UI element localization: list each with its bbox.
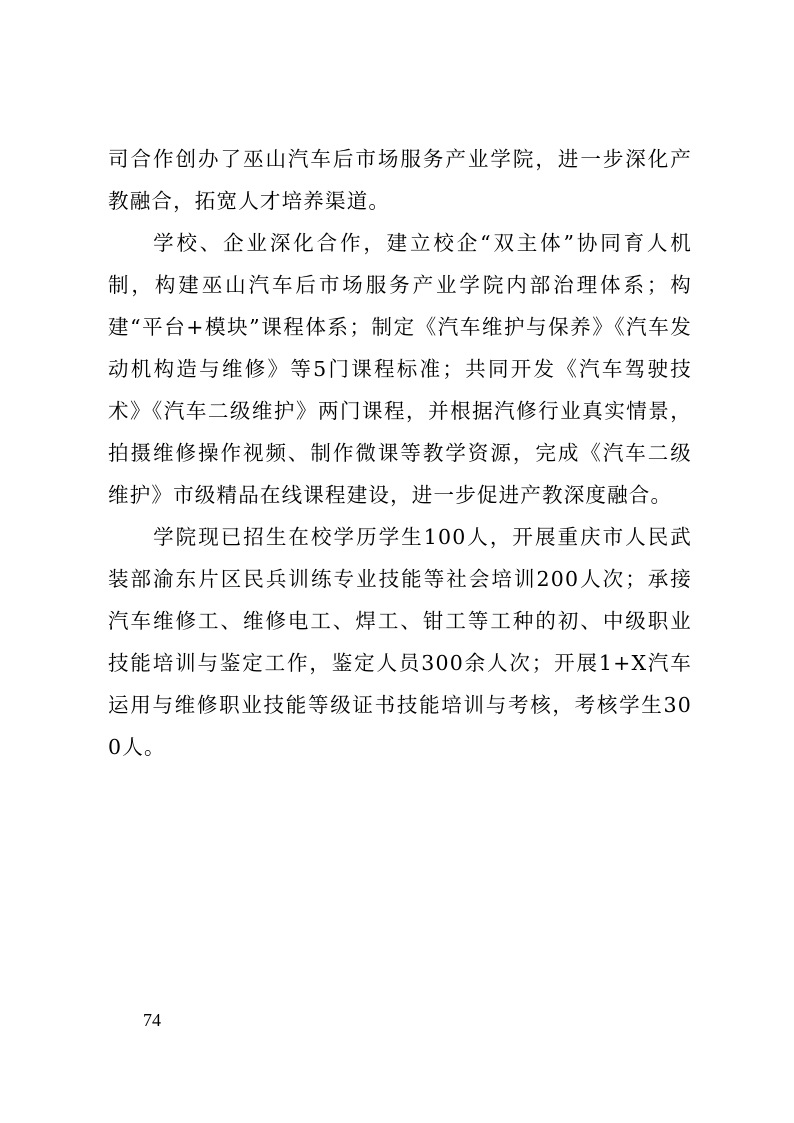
paragraph-enrollment-training: 学院现已招生在校学历学生100人，开展重庆市人民武装部渝东片区民兵训练专业技能等社会培训200人次；承接汽车维修工、维修电工、焊工、钳工等工种的初、中级职业技能培训与鉴定工作，鉴定人员300余人次；开展1+X汽车运用与维修职业技能等级证书技能培训与考核，考核学生300人。	[108, 525, 692, 759]
paragraph-continuation: 司合作创办了巫山汽车后市场服务产业学院，进一步深化产教融合，拓宽人才培养渠道。	[108, 147, 692, 213]
paragraph-school-enterprise-cooperation: 学校、企业深化合作，建立校企“双主体”协同育人机制，构建巫山汽车后市场服务产业学院内部治理体系；构建“平台+模块”课程体系；制定《汽车维护与保养》《汽车发动机构造与维修》等5门课程标准；共同开发《汽车驾驶技术》《汽车二级维护》两门课程，并根据汽修行业真实情景，拍摄维修操作视频、制作微课等教学资源，完成《汽车二级维护》市级精品在线课程建设，进一步促进产教深度融合。	[108, 231, 692, 507]
page-number: 74	[143, 1010, 161, 1030]
document-body	[108, 138, 692, 768]
